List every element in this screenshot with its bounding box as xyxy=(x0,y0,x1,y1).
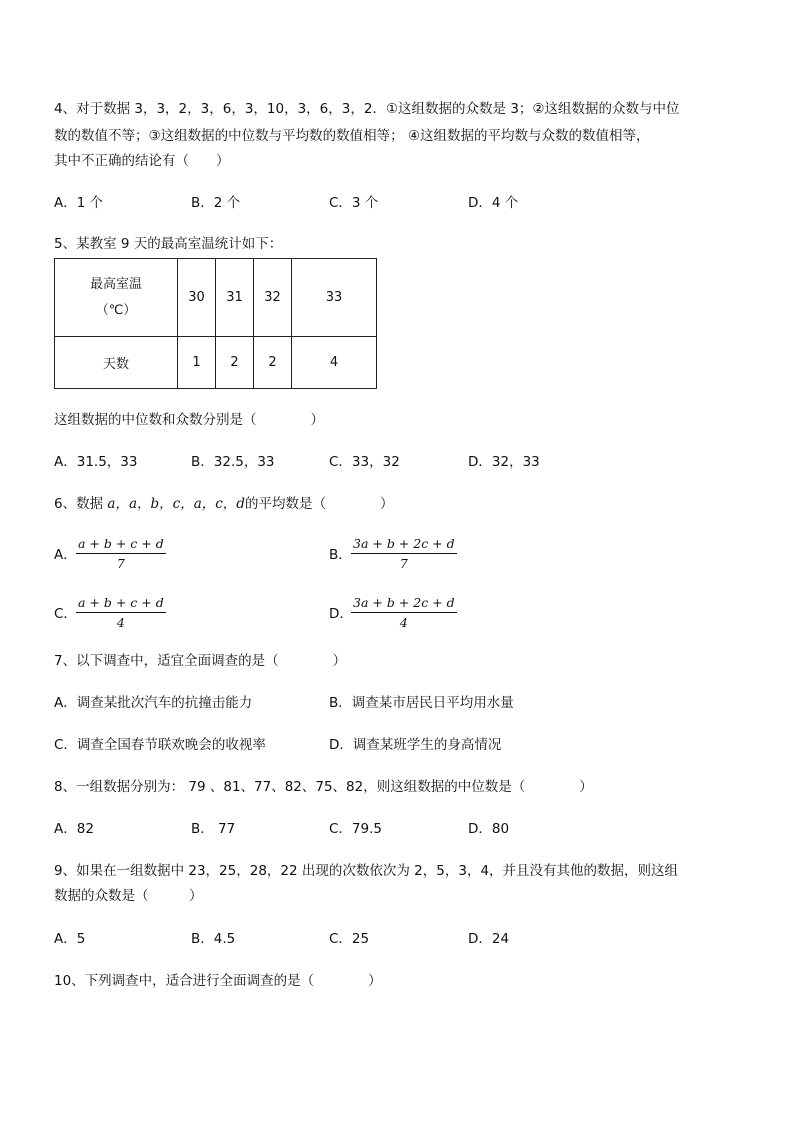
q5-question: 这组数据的中位数和众数分别是（ ） xyxy=(54,412,324,428)
q7-option-d[interactable]: D．调查某班学生的身高情况 xyxy=(329,737,502,753)
q6-option-d[interactable] xyxy=(329,594,579,634)
fraction-numerator: a + b + c + d xyxy=(76,594,166,613)
q9-option-c[interactable]: C．25 xyxy=(329,931,370,947)
q6-option-c-fraction xyxy=(76,594,166,631)
q6-option-c[interactable] xyxy=(54,594,304,634)
table-header-temperature xyxy=(55,259,178,337)
table-cell: 32 xyxy=(254,259,292,337)
table-cell: 4 xyxy=(292,337,377,389)
q8-stem: 8、一组数据分别为： 79 、81、77、82、75、82，则这组数据的中位数是（ ） xyxy=(54,779,593,795)
q8-option-d[interactable]: D．80 xyxy=(468,821,510,837)
q5-option-d[interactable]: D．32，33 xyxy=(468,454,540,470)
q7-stem: 7、以下调查中，适宜全面调查的是（ ） xyxy=(54,653,347,669)
q4-options xyxy=(54,193,754,213)
q8-option-b[interactable]: B． 77 xyxy=(191,821,236,837)
q7-options-row1 xyxy=(54,693,754,713)
q7-option-a[interactable]: A．调查某批次汽车的抗撞击能力 xyxy=(54,695,253,711)
fraction-denominator: 4 xyxy=(116,615,125,630)
q6-option-d-label: D． xyxy=(329,606,353,622)
q4-option-d[interactable]: D．4 个 xyxy=(468,195,519,211)
fraction-denominator: 4 xyxy=(399,615,408,630)
q4-stem-line1: 4、对于数据 3，3，2，3，6，3，10，3，6，3，2．①这组数据的众数是 3；②这组数据的众数与中位 xyxy=(54,101,680,117)
table-cell: 30 xyxy=(178,259,216,337)
table-header-temperature-unit: （℃） xyxy=(95,302,137,318)
q6-stem xyxy=(54,494,393,514)
fraction-numerator: 3a + b + 2c + d xyxy=(351,535,457,554)
q6-option-b[interactable] xyxy=(329,535,579,575)
table-cell: 31 xyxy=(216,259,254,337)
table-cell: 2 xyxy=(216,337,254,389)
q9-option-d[interactable]: D．24 xyxy=(468,931,510,947)
q6-option-a-label: A． xyxy=(54,547,77,563)
q6-stem-suffix: 的平均数是（ ） xyxy=(244,496,394,512)
q4-option-c[interactable]: C．3 个 xyxy=(329,195,379,211)
q6-option-a[interactable] xyxy=(54,535,304,575)
q4-option-b[interactable]: B．2 个 xyxy=(191,195,241,211)
q5-option-b[interactable]: B．32.5，33 xyxy=(191,454,275,470)
q7-option-c[interactable]: C．调查全国春节联欢晚会的收视率 xyxy=(54,737,266,753)
q6-option-b-label: B． xyxy=(329,547,352,563)
q6-option-a-fraction xyxy=(76,535,166,572)
q9-options xyxy=(54,929,754,949)
q9-stem-line1: 9、如果在一组数据中 23，25，28，22 出现的次数依次为 2，5，3，4，并且没有其他的数据，则这组 xyxy=(54,863,679,879)
q5-stem: 5、某教室 9 天的最高室温统计如下： xyxy=(54,236,283,252)
q6-option-d-fraction xyxy=(351,594,457,631)
temperature-table xyxy=(54,258,377,389)
fraction-denominator: 7 xyxy=(116,556,125,571)
q9-option-a[interactable]: A．5 xyxy=(54,931,86,947)
q10-stem: 10、下列调查中，适合进行全面调查的是（ ） xyxy=(54,973,382,989)
fraction-numerator: a + b + c + d xyxy=(76,535,166,554)
q8-options xyxy=(54,819,754,839)
q5-options xyxy=(54,452,754,472)
fraction-numerator: 3a + b + 2c + d xyxy=(351,594,457,613)
q6-stem-prefix: 6、数据 xyxy=(54,496,108,512)
q6-stem-variables: a，a，b，c，a，c，d xyxy=(107,496,245,512)
table-cell: 33 xyxy=(292,259,377,337)
table-cell: 2 xyxy=(254,337,292,389)
table-header-temperature-label: 最高室温 xyxy=(89,276,142,292)
q4-stem-line2: 数的数值不等；③这组数据的中位数与平均数的数值相等； ④这组数据的平均数与众数的数值相等， xyxy=(54,128,650,144)
q8-option-a[interactable]: A．82 xyxy=(54,821,94,837)
q6-option-c-label: C． xyxy=(54,606,77,622)
q7-option-b[interactable]: B．调查某市居民日平均用水量 xyxy=(329,695,514,711)
q9-option-b[interactable]: B．4.5 xyxy=(191,931,236,947)
table-cell: 1 xyxy=(178,337,216,389)
q5-option-c[interactable]: C．33，32 xyxy=(329,454,400,470)
q4-stem-line3: 其中不正确的结论有（ ） xyxy=(54,153,230,169)
q4-option-a[interactable]: A．1 个 xyxy=(54,195,104,211)
q8-option-c[interactable]: C．79.5 xyxy=(329,821,382,837)
q6-option-b-fraction xyxy=(351,535,457,572)
q7-options-row2 xyxy=(54,735,754,755)
table-header-days: 天数 xyxy=(55,337,178,389)
q9-stem-line2: 数据的众数是（ ） xyxy=(54,888,203,904)
q5-option-a[interactable]: A．31.5，33 xyxy=(54,454,138,470)
fraction-denominator: 7 xyxy=(399,556,408,571)
